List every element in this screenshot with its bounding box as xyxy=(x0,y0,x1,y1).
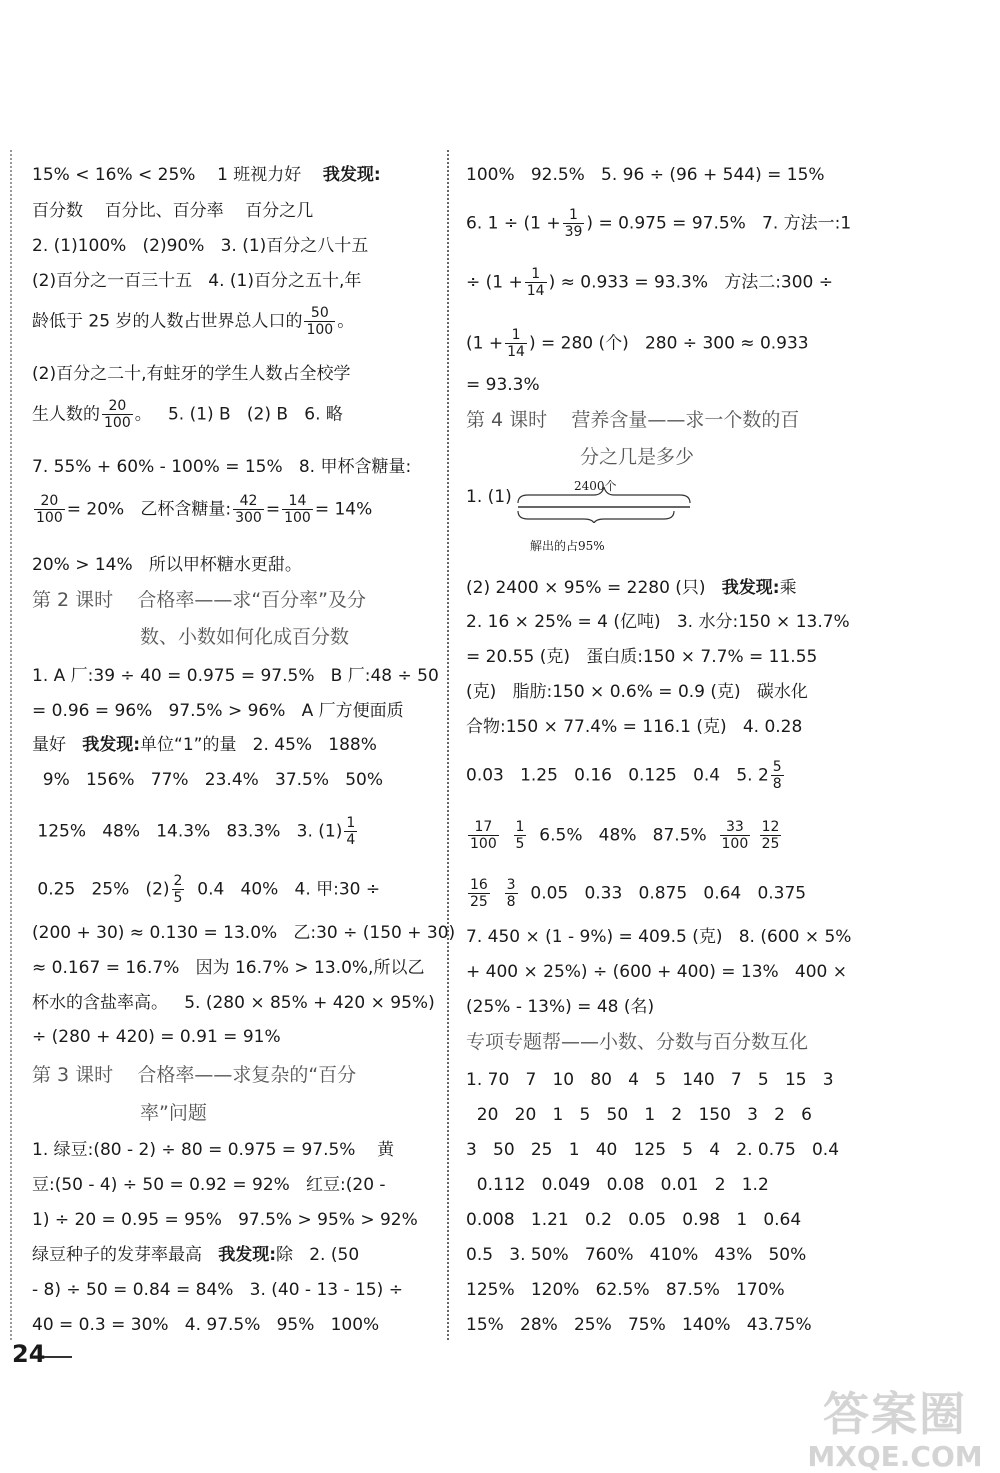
text-line: 绿豆种子的发芽率最高 我发现:除 2. (50 xyxy=(32,1245,360,1265)
section-heading: 率”问题 xyxy=(140,1102,207,1124)
text-line: = 0.96 = 96% 97.5% > 96% A 厂方便面质 xyxy=(32,701,404,721)
text-line: (1 + $\frac{1}{14}$ ) = 280 (个) 280 ÷ 300 ≈ 0.933 xyxy=(466,327,809,360)
text-line: (2) 2400 × 95% = 2280 (只) 我发现:乘 xyxy=(466,578,797,598)
page-number: 24 xyxy=(12,1340,46,1368)
fraction: $\frac{1}{39}$ xyxy=(564,207,583,240)
fraction: $\frac{20}{100}$ xyxy=(36,493,63,526)
fraction: $\frac{42}{300}$ xyxy=(235,493,262,526)
text-line: 3 50 25 1 40 125 5 4 2. 0.75 0.4 xyxy=(466,1140,840,1160)
text-line: 125% 48% 14.3% 83.3% 3. (1) $\frac{1}{4}$ xyxy=(32,815,356,848)
watermark xyxy=(800,1378,990,1473)
text-line: 1. (1) xyxy=(466,487,512,507)
text-line: $\frac{20}{100}$ = 20% 乙杯含糖量: $\frac{42}{300}$ = $\frac{14}{100}$ = 14% xyxy=(36,493,373,526)
fraction: $\frac{1}{14}$ xyxy=(526,266,545,299)
text-line: 20% > 14% 所以甲杯糖水更甜。 xyxy=(32,555,302,575)
section-heading: 第 4 课时 营养含量——求一个数的百 xyxy=(466,409,800,431)
text-line: 生人数的 $\frac{20}{100}$ 。 5. (1) B (2) B 6. 略 xyxy=(32,398,343,431)
text-line: = 20.55 (克) 蛋白质:150 × 7.7% = 11.55 xyxy=(466,647,818,667)
text-line: 0.03 1.25 0.16 0.125 0.4 5. 2 $\frac{5}{8}$ xyxy=(466,759,782,792)
text-line: 20 20 1 5 50 1 2 150 3 2 6 xyxy=(466,1105,812,1125)
text-line: = 93.3% xyxy=(466,375,540,395)
text-line: 6. 1 ÷ (1 + $\frac{1}{39}$ ) = 0.975 = 97.5% 7. 方法一:1 xyxy=(466,207,852,240)
text-line: 0.112 0.049 0.08 0.01 2 1.2 xyxy=(466,1175,769,1195)
text-line: 百分数 百分比、百分率 百分之几 xyxy=(32,201,314,221)
fraction: $\frac{1}{4}$ xyxy=(346,815,356,848)
fraction: $\frac{2}{5}$ xyxy=(173,873,183,906)
bottom-brace xyxy=(518,511,674,523)
watermark-logo-text: 答案圈 xyxy=(823,1387,967,1441)
text-line: (克) 脂肪:150 × 0.6% = 0.9 (克) 碳水化 xyxy=(466,682,808,702)
text-line: (2)百分之一百三十五 4. (1)百分之五十,年 xyxy=(32,271,362,291)
fraction: $\frac{50}{100}$ xyxy=(306,305,334,338)
left-margin-dotted-line xyxy=(10,150,12,1340)
text-line: 125% 120% 62.5% 87.5% 170% xyxy=(466,1280,785,1300)
text-line: 龄低于 25 岁的人数占世界总人口的 $\frac{50}{100}$ 。 xyxy=(32,305,355,338)
text-line: 15% 28% 25% 75% 140% 43.75% xyxy=(466,1315,812,1335)
text-line: 1) ÷ 20 = 0.95 = 95% 97.5% > 95% > 92% xyxy=(32,1210,418,1230)
diagram xyxy=(466,477,866,557)
column-divider xyxy=(447,150,449,1340)
text-line: 15% < 16% < 25% 1 班视力好 我发现: xyxy=(32,165,381,185)
fraction: $\frac{17}{100}$ xyxy=(470,819,497,852)
text-line: 合物:150 × 77.4% = 116.1 (克) 4. 0.28 xyxy=(466,717,803,737)
text-line: 0.25 25% (2) $\frac{2}{5}$ 0.4 40% 4. 甲:30 ÷ xyxy=(32,873,381,906)
text-line: $\frac{17}{100}$ $\frac{1}{5}$ 6.5% 48% 87.5% $\frac{33}{100}$ $\frac{12}{25}$ xyxy=(470,819,780,852)
text-line: 1. 绿豆:(80 - 2) ÷ 80 = 0.975 = 97.5% 黄 xyxy=(32,1140,395,1160)
text-line: 100% 92.5% 5. 96 ÷ (96 + 544) = 15% xyxy=(466,165,825,185)
fraction: $\frac{5}{8}$ xyxy=(772,759,782,792)
text-line: ÷ (280 + 420) = 0.91 = 91% xyxy=(32,1027,281,1047)
fraction: $\frac{12}{25}$ xyxy=(761,819,780,852)
text-line: 量好 我发现:单位“1”的量 2. 45% 188% xyxy=(32,735,377,755)
diagram-total-label: 2400个 xyxy=(574,479,617,493)
text-line: 2. 16 × 25% = 4 (亿吨) 3. 水分:150 × 13.7% xyxy=(466,612,850,632)
text-line: (2)百分之二十,有蛀牙的学生人数占全校学 xyxy=(32,364,351,384)
text-line: 1. 70 7 10 80 4 5 140 7 5 15 3 xyxy=(466,1070,834,1090)
text-line: 0.008 1.21 0.2 0.05 0.98 1 0.64 xyxy=(466,1210,802,1230)
section-heading: 分之几是多少 xyxy=(580,446,695,468)
top-brace xyxy=(518,487,690,503)
text-line: 9% 156% 77% 23.4% 37.5% 50% xyxy=(32,770,384,790)
text-line: 7. 450 × (1 - 9%) = 409.5 (克) 8. (600 × 5% xyxy=(466,927,852,947)
fraction: $\frac{14}{100}$ xyxy=(284,493,311,526)
text-line: 0.5 3. 50% 760% 410% 43% 50% xyxy=(466,1245,807,1265)
text-line: 豆:(50 - 4) ÷ 50 = 0.92 = 92% 红豆:(20 - xyxy=(32,1175,386,1195)
watermark-url: MXQE.COM xyxy=(807,1440,983,1473)
section-heading: 第 2 课时 合格率——求“百分率”及分 xyxy=(32,589,367,611)
text-line: $\frac{16}{25}$ $\frac{3}{8}$ 0.05 0.33 0.875 0.64 0.375 xyxy=(470,877,807,910)
text-line: ≈ 0.167 = 16.7% 因为 16.7% > 13.0%,所以乙 xyxy=(32,958,425,978)
text-line: 40 = 0.3 = 30% 4. 97.5% 95% 100% xyxy=(32,1315,380,1335)
text-line: 7. 55% + 60% - 100% = 15% 8. 甲杯含糖量: xyxy=(32,457,412,477)
text-line: 1. A 厂:39 ÷ 40 = 0.975 = 97.5% B 厂:48 ÷ 50 xyxy=(32,666,439,686)
section-heading: 数、小数如何化成百分数 xyxy=(140,626,350,648)
text-line: ÷ (1 + $\frac{1}{14}$ ) ≈ 0.933 = 93.3% 方法二:300 ÷ xyxy=(466,266,834,299)
text-line: (25% - 13%) = 48 (名) xyxy=(466,997,655,1017)
fraction: $\frac{33}{100}$ xyxy=(721,819,749,852)
text-line: (200 + 30) ≈ 0.130 = 13.0% 乙:30 ÷ (150 + 30) xyxy=(32,923,456,943)
text-line: 2. (1)100% (2)90% 3. (1)百分之八十五 xyxy=(32,236,369,256)
fraction: $\frac{16}{25}$ xyxy=(470,877,488,910)
page-number-dash xyxy=(44,1356,72,1358)
text-line: + 400 × 25%) ÷ (600 + 400) = 13% 400 × xyxy=(466,962,847,982)
text-line: - 8) ÷ 50 = 0.84 = 84% 3. (40 - 13 - 15) ÷ xyxy=(32,1280,403,1300)
fraction: $\frac{1}{14}$ xyxy=(507,327,525,360)
brace-diagram xyxy=(514,477,694,523)
text-line: 杯水的含盐率高。 5. (280 × 85% + 420 × 95%) xyxy=(32,993,435,1013)
diagram-part-label: 解出的占95% xyxy=(530,539,605,553)
fraction: $\frac{1}{5}$ xyxy=(515,819,525,852)
fraction: $\frac{20}{100}$ xyxy=(104,398,131,431)
section-heading: 第 3 课时 合格率——求复杂的“百分 xyxy=(32,1064,357,1086)
section-heading: 专项专题帮——小数、分数与百分数互化 xyxy=(466,1031,809,1053)
fraction: $\frac{3}{8}$ xyxy=(506,877,516,910)
